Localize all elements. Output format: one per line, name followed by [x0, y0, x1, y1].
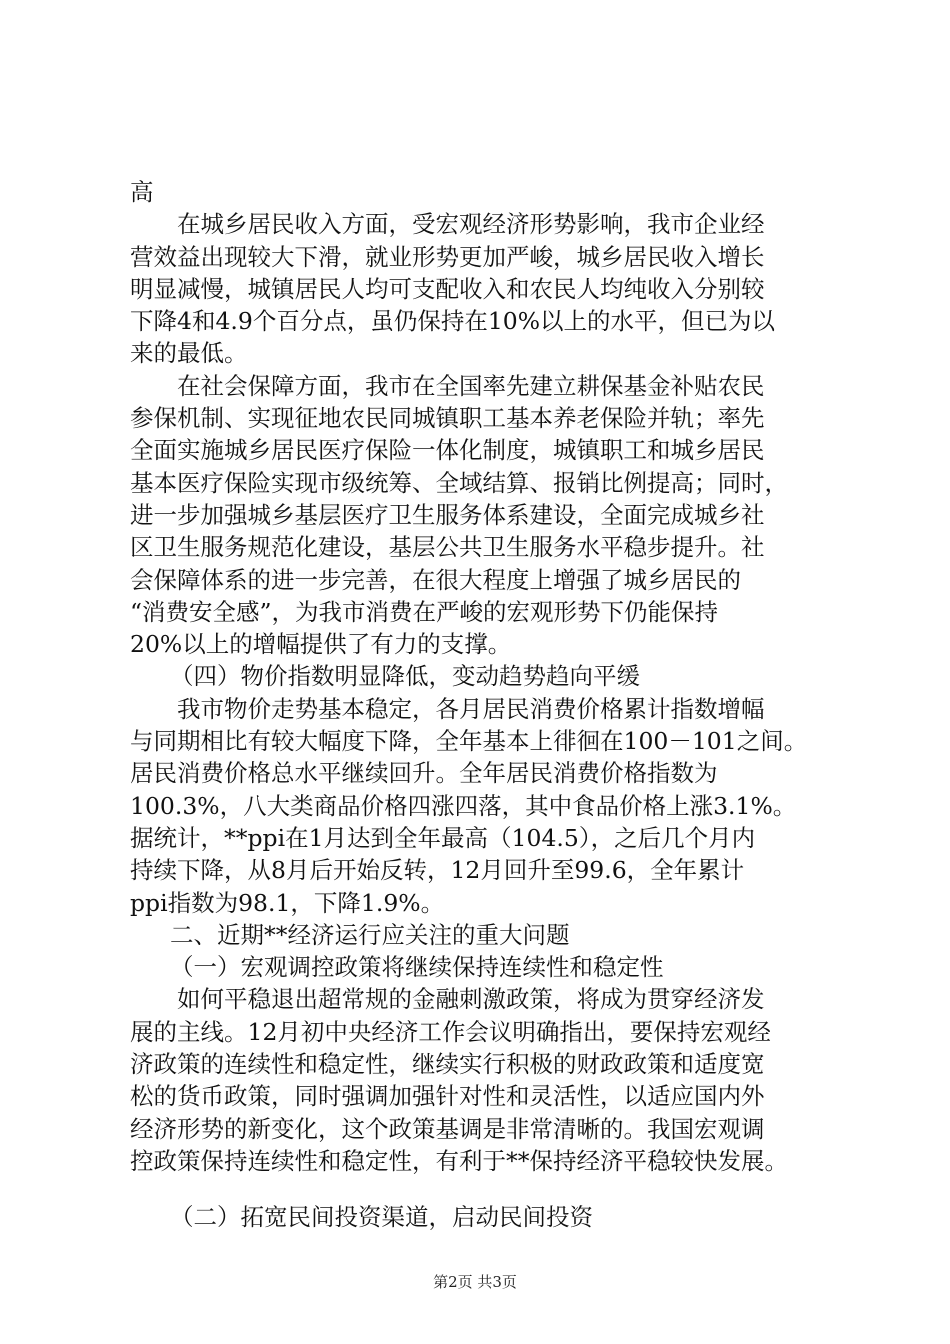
text-line: 全面实施城乡居民医疗保险一体化制度，城镇职工和城乡居民 — [130, 436, 765, 465]
paragraph-prices-start: 我市物价走势基本稳定，各月居民消费价格累计指数增幅 — [177, 694, 765, 723]
text-line: 区卫生服务规范化建设，基层公共卫生服务水平稳步提升。社 — [130, 533, 765, 562]
text-line: 居民消费价格总水平继续回升。全年居民消费价格指数为 — [130, 759, 718, 788]
text-line: 来的最低。 — [130, 339, 248, 368]
text-line: 与同期相比有较大幅度下降，全年基本上徘徊在100－101之间。 — [130, 727, 808, 756]
subsection-heading-2: （二）拓宽民间投资渠道，启动民间投资 — [170, 1203, 593, 1232]
text-line: ppi指数为98.1，下降1.9%。 — [130, 888, 445, 917]
text-line: 经济形势的新变化，这个政策基调是非常清晰的。我国宏观调 — [130, 1114, 765, 1143]
text-line: 明显减慢，城镇居民人均可支配收入和农民人均纯收入分别较 — [130, 274, 765, 303]
text-line: 持续下降，从8月后开始反转，12月回升至99.6，全年累计 — [130, 856, 745, 885]
text-line: 100.3%，八大类商品价格四涨四落，其中食品价格上涨3.1%。 — [130, 791, 797, 820]
paragraph-social-security-start: 在社会保障方面，我市在全国率先建立耕保基金补贴农民 — [177, 371, 765, 400]
text-line: 会保障体系的进一步完善，在很大程度上增强了城乡居民的 — [130, 565, 741, 594]
paragraph-income-start: 在城乡居民收入方面，受宏观经济形势影响，我市企业经 — [177, 210, 765, 239]
text-line: 下降4和4.9个百分点，虽仍保持在10%以上的水平，但已为以 — [130, 307, 776, 336]
text-line: 营效益出现较大下滑，就业形势更加严峻，城乡居民收入增长 — [130, 242, 765, 271]
text-line: 松的货币政策，同时强调加强针对性和灵活性，以适应国内外 — [130, 1082, 765, 1111]
text-line: 高 — [130, 178, 154, 206]
text-line: 基本医疗保险实现市级统筹、全域结算、报销比例提高；同时， — [130, 468, 788, 497]
text-line: 济政策的连续性和稳定性，继续实行积极的财政政策和适度宽 — [130, 1050, 765, 1079]
page-footer: 第2页 共3页 — [433, 1273, 517, 1291]
text-line: 进一步加强城乡基层医疗卫生服务体系建设，全面完成城乡社 — [130, 500, 765, 529]
paragraph-gap — [130, 1177, 830, 1201]
text-line: 展的主线。12月初中央经济工作会议明确指出，要保持宏观经 — [130, 1017, 771, 1046]
text-line: 参保机制、实现征地农民同城镇职工基本养老保险并轨；率先 — [130, 404, 765, 433]
document-body — [130, 176, 830, 1234]
text-line: 控政策保持连续性和稳定性，有利于**保持经济平稳较快发展。 — [130, 1146, 788, 1175]
text-line: 20%以上的增幅提供了有力的支撑。 — [130, 630, 512, 659]
section-heading-2: 二、近期**经济运行应关注的重大问题 — [170, 920, 570, 949]
paragraph-policy-start: 如何平稳退出超常规的金融刺激政策，将成为贯穿经济发 — [177, 985, 765, 1014]
section-heading-4: （四）物价指数明显降低，变动趋势趋向平缓 — [170, 662, 640, 691]
text-line: “消费安全感”，为我市消费在严峻的宏观形势下仍能保持 — [130, 597, 719, 626]
text-line: 据统计，**ppi在1月达到全年最高（104.5），之后几个月内 — [130, 823, 756, 852]
subsection-heading-1: （一）宏观调控政策将继续保持连续性和稳定性 — [170, 953, 664, 982]
